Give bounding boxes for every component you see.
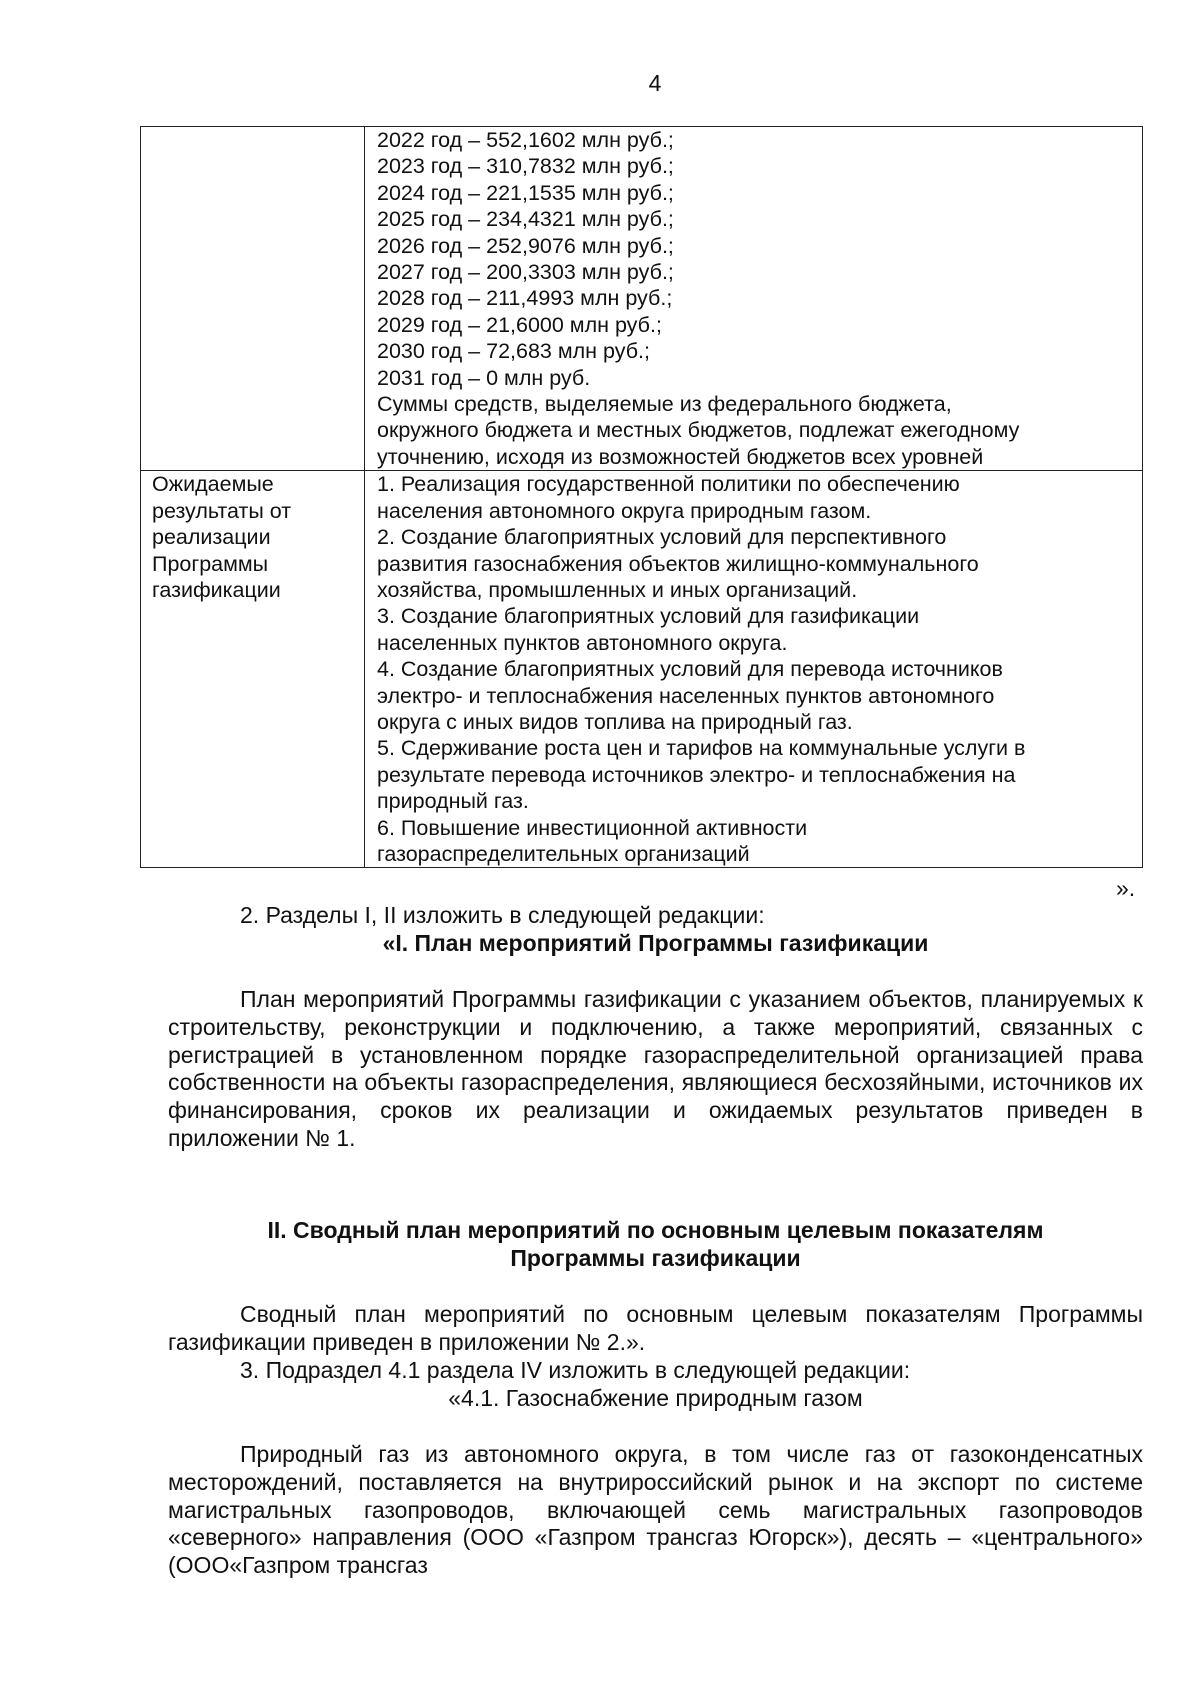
results-line: населенных пунктов автономного округа. xyxy=(377,630,788,655)
funding-line: 2031 год – 0 млн руб. xyxy=(377,365,591,390)
results-line: результате перевода источников электро- и теплоснабжения на xyxy=(377,762,1016,787)
subsection-title: «4.1. Газоснабжение природным газом xyxy=(448,1385,863,1411)
funding-line: 2026 год – 252,9076 млн руб.; xyxy=(377,233,674,258)
funding-line: 2027 год – 200,3303 млн руб.; xyxy=(377,260,674,285)
section-2-paragraph: Сводный план мероприятий по основным целевым показателям Программы газификации приведен в приложении № 2.». xyxy=(168,1301,1143,1355)
funding-line: 2024 год – 221,1535 млн руб.; xyxy=(377,180,674,205)
closing-quote: ». xyxy=(1116,875,1136,901)
funding-note-line: окружного бюджета и местных бюджетов, подлежат ежегодному xyxy=(377,418,1020,443)
page-number: 4 xyxy=(648,70,662,96)
results-line: хозяйства, промышленных и иных организаций. xyxy=(377,577,858,602)
results-line: газораспределительных организаций xyxy=(377,841,750,866)
funding-note-line: уточнению, исходя из возможностей бюджетов всех уровней xyxy=(377,444,984,469)
results-line: 2. Создание благоприятных условий для перспективного xyxy=(377,525,947,550)
results-line: природный газ. xyxy=(377,789,529,814)
results-label-cell xyxy=(141,471,365,868)
results-line: населения автономного округа природным газом. xyxy=(377,498,872,523)
funding-line: 2023 год – 310,7832 млн руб.; xyxy=(377,154,674,179)
results-label-line: реализации xyxy=(152,525,271,550)
table-row-funding xyxy=(141,127,1143,471)
results-label-line: Программы xyxy=(152,551,269,576)
results-line: 5. Сдерживание роста цен и тарифов на коммунальные услуги в xyxy=(377,736,1026,761)
results-line: 3. Создание благоприятных условий для газификации xyxy=(377,604,920,629)
section-2-title-line-2: Программы газификации xyxy=(510,1245,801,1271)
results-label-line: результаты от xyxy=(152,498,292,523)
table-cell-empty xyxy=(141,127,365,471)
section-1-title: «I. План мероприятий Программы газификации xyxy=(382,930,929,956)
passport-table xyxy=(140,126,1143,868)
results-line: электро- и теплоснабжения населенных пунктов автономного xyxy=(377,683,995,708)
funding-note-line: Суммы средств, выделяемые из федерального бюджета, xyxy=(377,392,952,417)
funding-line: 2029 год – 21,6000 млн руб.; xyxy=(377,312,662,337)
results-label-line: газификации xyxy=(152,577,281,602)
section-1-paragraph: План мероприятий Программы газификации с указанием объектов, планируемых к строительству, реконструкции и подключению, а также мероприятий, связанных с регистрацией в установленном порядке газораспределительной организацией права собственности на объекты газораспределения, являющиеся бесхозяйными, источников их финансирования, сроков их реализации и ожидаемых результатов приведен в приложении № 1. xyxy=(168,986,1143,1151)
funding-cell xyxy=(365,127,1143,471)
final-paragraph: Природный газ из автономного округа, в том числе газ от газоконденсатных месторождений, поставляется на внутрироссийский рынок и на экспорт по системе магистральных газопроводов, включающей семь магистральных газопроводов «северного» направления (ООО «Газпром трансгаз Югорск»), десять – «центрального» (ООО«Газпром трансгаз xyxy=(168,1441,1143,1579)
funding-line: 2025 год – 234,4321 млн руб.; xyxy=(377,207,674,232)
results-line: округа с иных видов топлива на природный газ. xyxy=(377,709,853,734)
results-label-line: Ожидаемые xyxy=(152,472,274,497)
results-line: 6. Повышение инвестиционной активности xyxy=(377,815,808,840)
results-line: 4. Создание благоприятных условий для перевода источников xyxy=(377,657,1003,682)
results-line: 1. Реализация государственной политики по обеспечению xyxy=(377,472,960,497)
section-2-title-line-1: II. Сводный план мероприятий по основным целевым показателям xyxy=(267,1217,1044,1243)
funding-line: 2022 год – 552,1602 млн руб.; xyxy=(377,128,674,152)
amendment-item-2: 2. Разделы I, II изложить в следующей редакции: xyxy=(240,902,765,928)
amendment-item-3: 3. Подраздел 4.1 раздела IV изложить в следующей редакции: xyxy=(240,1357,911,1383)
funding-line: 2030 год – 72,683 млн руб.; xyxy=(377,339,650,364)
table-row-results xyxy=(141,471,1143,868)
funding-line: 2028 год – 211,4993 млн руб.; xyxy=(377,286,673,311)
results-cell xyxy=(365,471,1143,868)
results-line: развития газоснабжения объектов жилищно-коммунального xyxy=(377,551,979,576)
